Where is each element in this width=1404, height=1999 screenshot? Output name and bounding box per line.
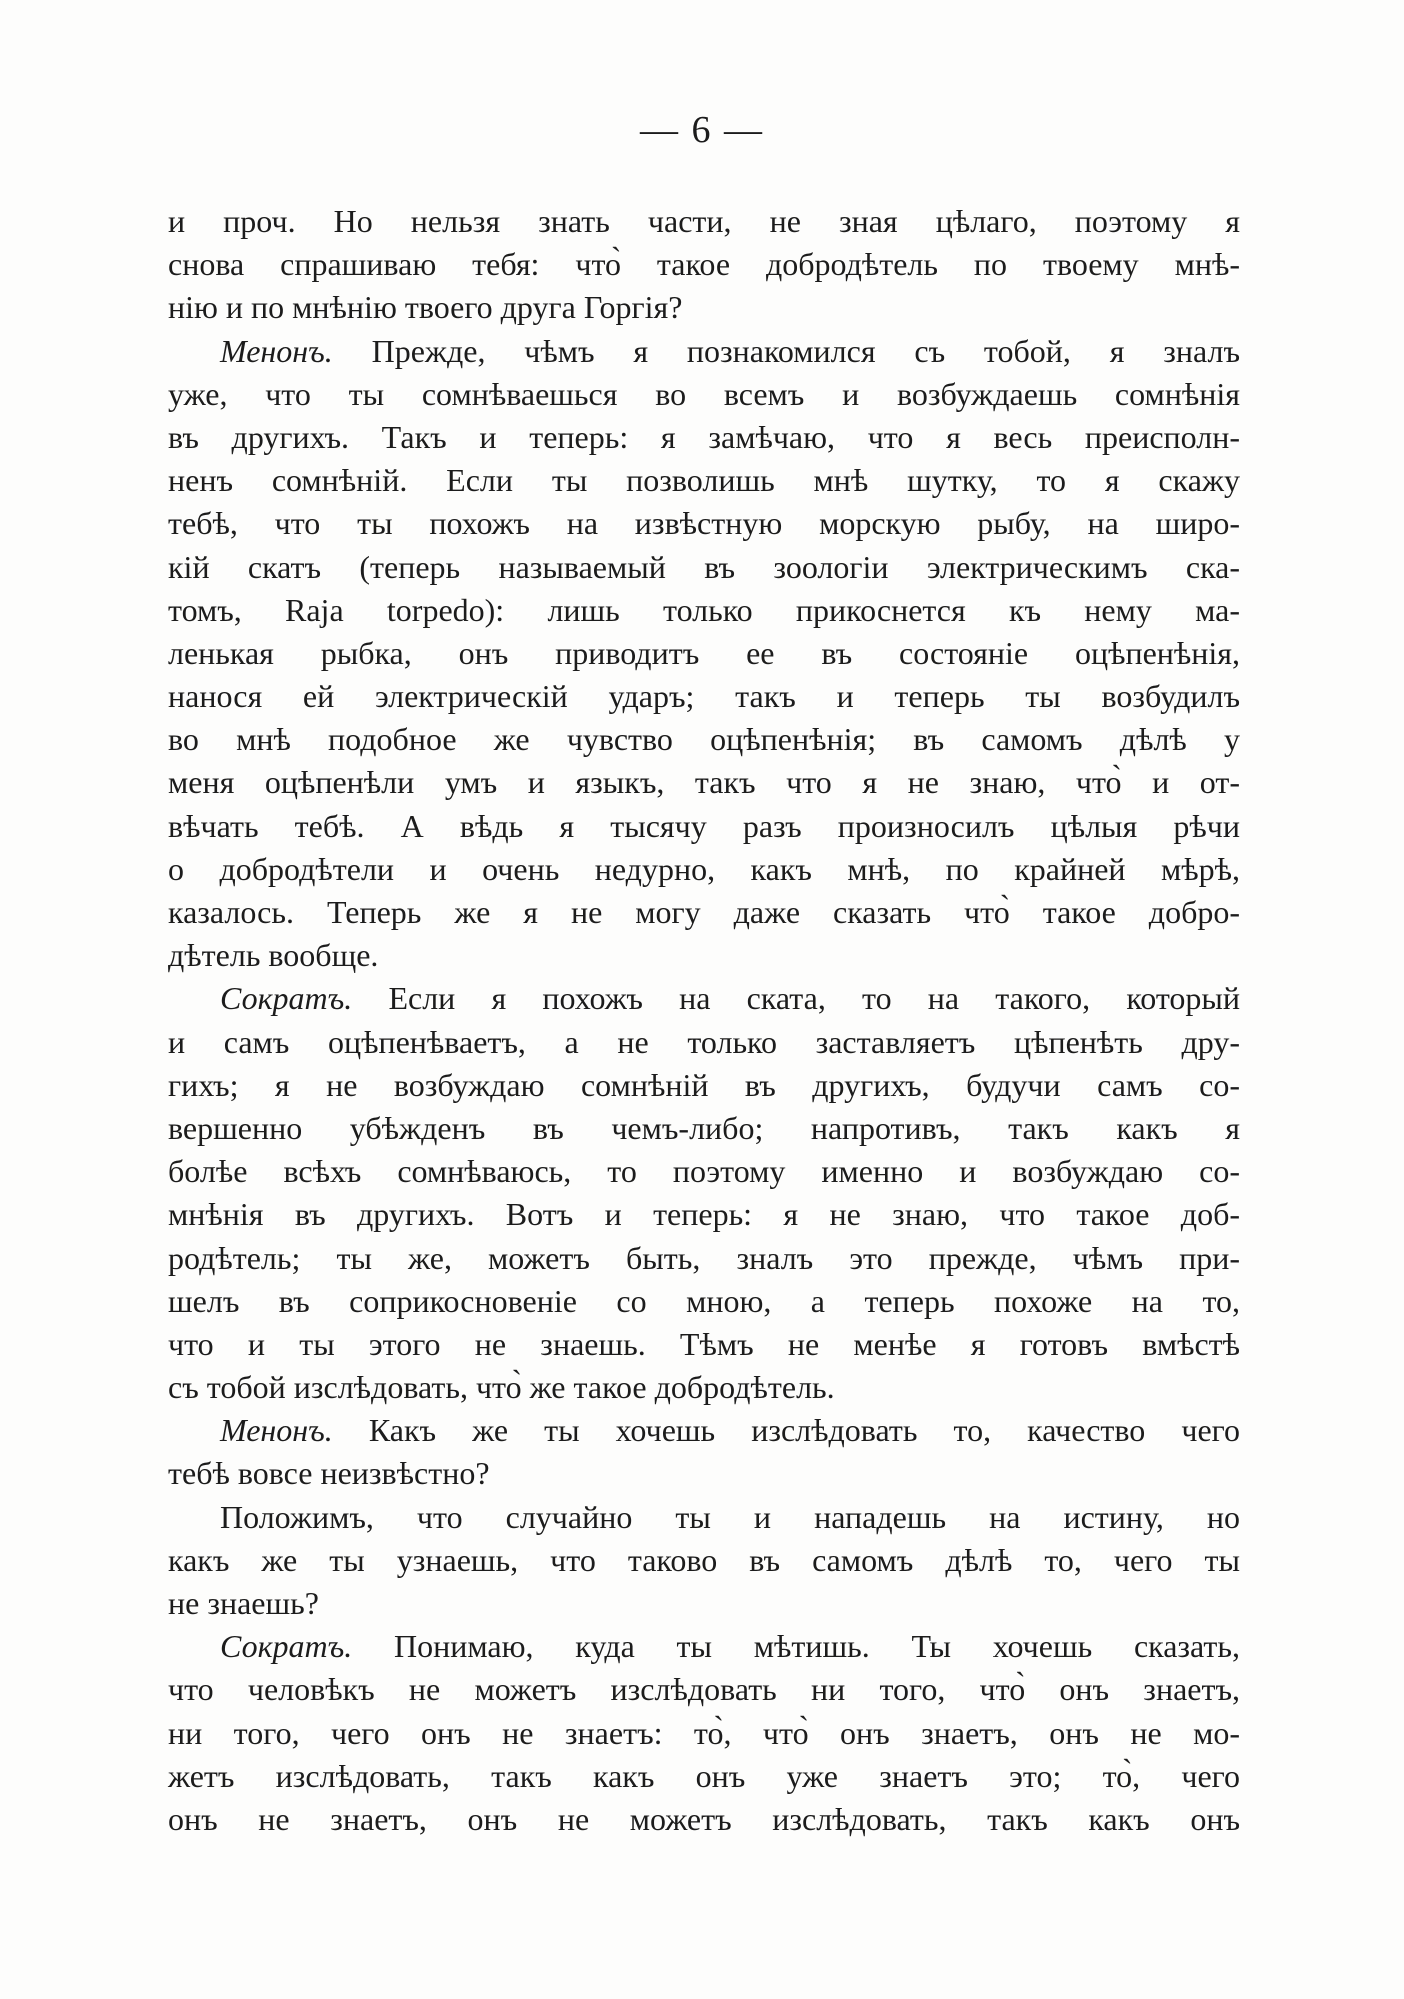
text-line: вершенно убѣжденъ въ чемъ-либо; напротивъ, такъ какъ я: [168, 1109, 1240, 1146]
text-line: нанося ей электрическій ударъ; такъ и теперь ты возбудилъ: [168, 678, 1240, 715]
text-line: ни того, чего онъ не знаетъ: то̀, что̀ онъ знаетъ, онъ не мо-: [168, 1714, 1240, 1751]
line-text: Какъ же ты хочешь изслѣдовать то, качество чего: [368, 1412, 1241, 1449]
text-line: казалось. Теперь же я не могу даже сказать что̀ такое добро-: [168, 894, 1240, 930]
speaker-name: Сократъ.: [220, 1628, 353, 1665]
text-line: [168, 1409, 1240, 1452]
paragraph: [168, 200, 1240, 330]
text-line: въ другихъ. Такъ и теперь: я замѣчаю, что я весь преисполн-: [168, 418, 1240, 455]
text-line: [168, 977, 1240, 1020]
text-line: съ тобой изслѣдовать, что̀ же такое добродѣтель.: [168, 1369, 835, 1406]
text-line: болѣе всѣхъ сомнѣваюсь, то поэтому именно и возбуждаю со-: [168, 1153, 1240, 1190]
line-text: Прежде, чѣмъ я познакомился съ тобой, я зналъ: [371, 332, 1241, 369]
text-line: о добродѣтели и очень недурно, какъ мнѣ, по крайней мѣрѣ,: [168, 850, 1240, 887]
text-line: онъ не знаетъ, онъ не можетъ изслѣдовать, такъ какъ онъ: [168, 1800, 1240, 1837]
text-line: что человѣкъ не можетъ изслѣдовать ни того, что̀ онъ знаетъ,: [168, 1671, 1240, 1708]
line-text: Понимаю, куда ты мѣтишь. Ты хочешь сказать,: [394, 1628, 1241, 1665]
text-line: нію и по мнѣнію твоего друга Горгія?: [168, 289, 683, 326]
paragraph-socrates-2: [168, 1625, 1240, 1841]
text-line: во мнѣ подобное же чувство оцѣпенѣнія; въ самомъ дѣлѣ у: [168, 721, 1240, 758]
page-number: — 6 —: [640, 109, 764, 151]
paragraph-menon-2: [168, 1409, 1240, 1495]
paragraph-menon-3: [168, 1496, 1240, 1626]
text-line: Положимъ, что случайно ты и нападешь на истину, но: [220, 1498, 1240, 1535]
text-line: не знаешь?: [168, 1585, 319, 1621]
text-line: родѣтель; ты же, можетъ быть, зналъ это прежде, чѣмъ при-: [168, 1239, 1240, 1276]
text-line: вѣчать тебѣ. А вѣдь я тысячу разъ произносилъ цѣлыя рѣчи: [168, 807, 1240, 844]
text-line: кій скатъ (теперь называемый въ зоологіи электрическимъ ска-: [168, 548, 1240, 585]
text-line: и самъ оцѣпенѣваетъ, а не только заставляетъ цѣпенѣть дру-: [168, 1023, 1240, 1060]
text-line: томъ, Raja torpedo): лишь только прикоснется къ нему ма-: [168, 591, 1240, 628]
text-line: шелъ въ соприкосновеніе со мною, а теперь похоже на то,: [168, 1282, 1240, 1319]
text-line: уже, что ты сомнѣваешься во всемъ и возбуждаешь сомнѣнія: [168, 375, 1240, 412]
paragraph-socrates-1: [168, 977, 1240, 1409]
text-line: и проч. Но нельзя знать части, не зная цѣлаго, поэтому я: [168, 203, 1240, 239]
text-line: снова спрашиваю тебя: что̀ такое добродѣтель по твоему мнѣ-: [168, 246, 1240, 283]
text-line: что и ты этого не знаешь. Тѣмъ не менѣе я готовъ вмѣстѣ: [168, 1325, 1240, 1362]
text-line: [168, 330, 1240, 373]
text-line: какъ же ты узнаешь, что таково въ самомъ дѣлѣ то, чего ты: [168, 1541, 1240, 1578]
text-line: дѣтель вообще.: [168, 937, 379, 974]
text-line: ленькая рыбка, онъ приводитъ ее въ состояніе оцѣпенѣнія,: [168, 634, 1240, 671]
text-line: ненъ сомнѣній. Если ты позволишь мнѣ шутку, то я скажу: [168, 462, 1240, 499]
text-line: мнѣнія въ другихъ. Вотъ и теперь: я не знаю, что такое доб-: [168, 1196, 1240, 1233]
speaker-name: Сократъ.: [220, 980, 353, 1017]
speaker-name: Менонъ.: [220, 1412, 333, 1449]
speaker-name: Менонъ.: [220, 332, 333, 369]
text-line: гихъ; я не возбуждаю сомнѣній въ другихъ, будучи самъ со-: [168, 1066, 1240, 1103]
paragraph-menon-1: [168, 330, 1240, 978]
line-text: Если я похожъ на ската, то на такого, который: [388, 980, 1240, 1017]
text-line: тебѣ вовсе неизвѣстно?: [168, 1455, 490, 1492]
text-line: меня оцѣпенѣли умъ и языкъ, такъ что я не знаю, что̀ и от-: [168, 764, 1240, 801]
text-line: жетъ изслѣдовать, такъ какъ онъ уже знаетъ это; то̀, чего: [168, 1757, 1240, 1794]
text-line: [168, 1625, 1240, 1668]
body-text: [168, 200, 1240, 1841]
text-line: тебѣ, что ты похожъ на извѣстную морскую рыбу, на широ-: [168, 505, 1240, 542]
